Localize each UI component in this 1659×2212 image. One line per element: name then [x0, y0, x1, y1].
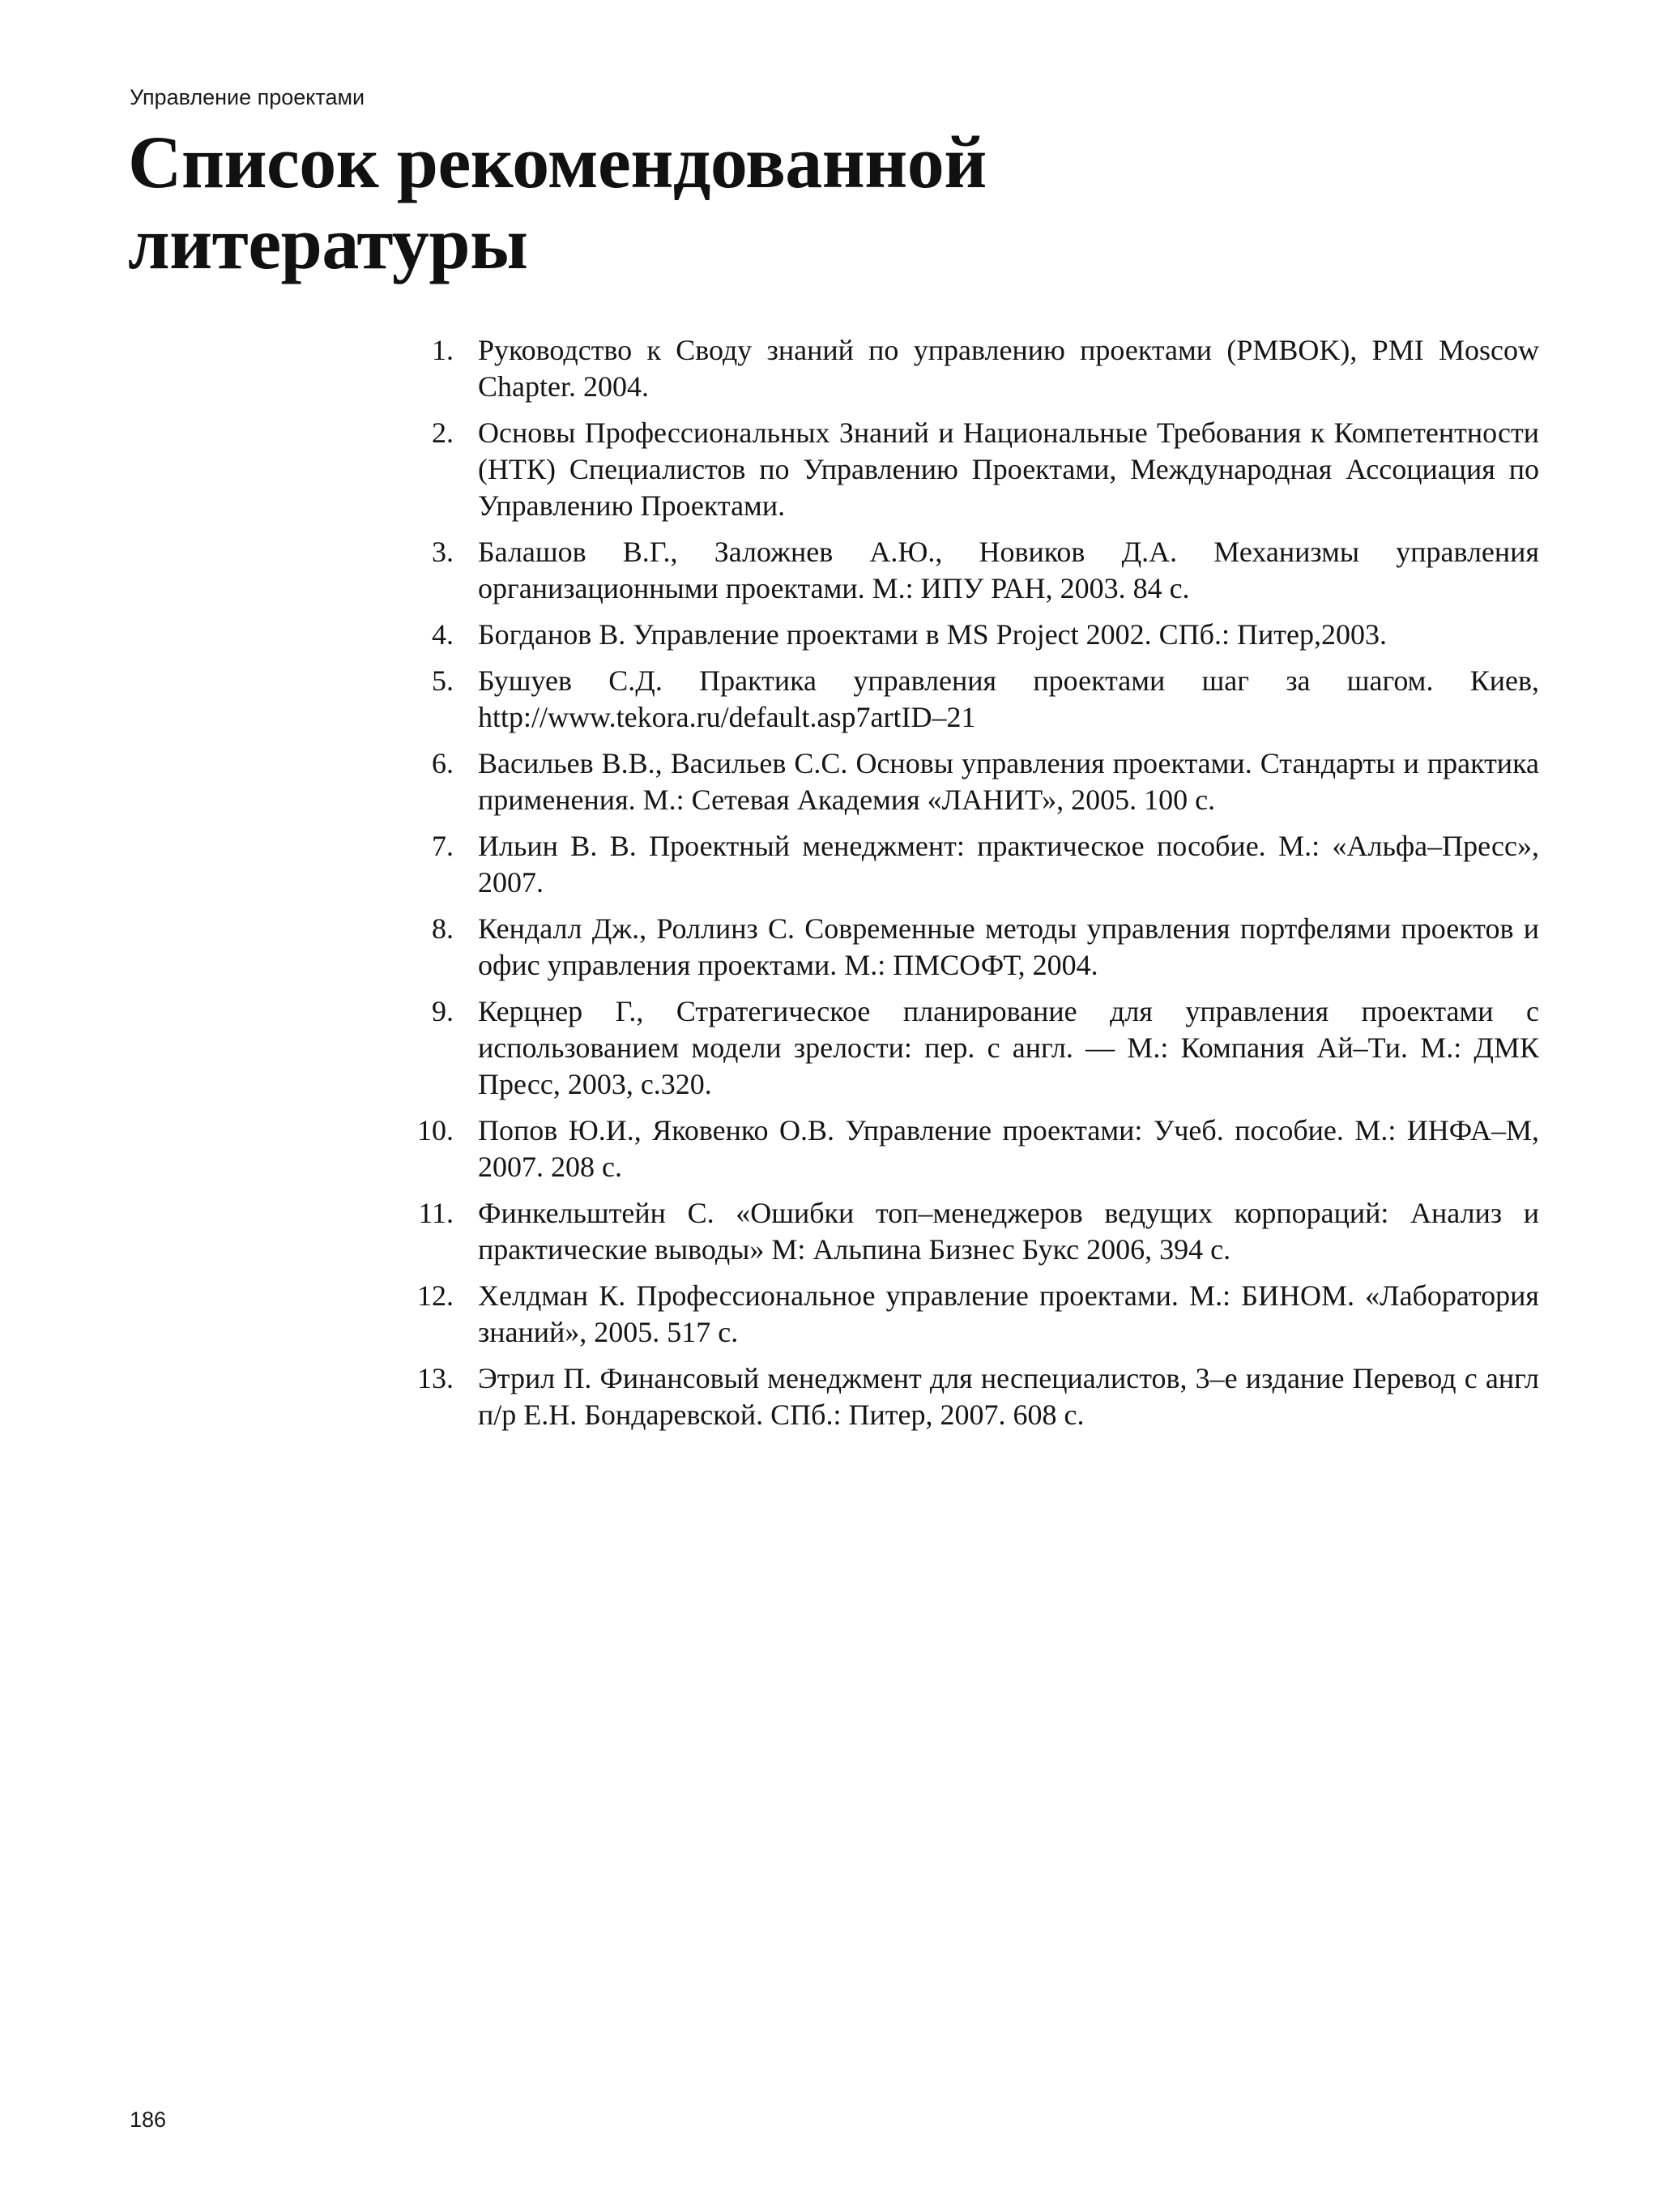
page-number: 186: [130, 2107, 167, 2132]
reference-text: Хелдман К. Профессиональное управление проектами. М.: БИНОМ. «Лаборатория знаний», 2005. 517 с.: [478, 1279, 1539, 1348]
reference-text: Ильин В. В. Проектный менеджмент: практическое пособие. М.: «Альфа–Пресс», 2007.: [478, 830, 1539, 899]
reference-number: 11.: [418, 1197, 454, 1229]
reference-item: [405, 617, 1539, 653]
reference-number: 3.: [432, 536, 454, 568]
reference-list: [405, 332, 1539, 1443]
reference-number: 1.: [432, 334, 454, 366]
reference-item: [405, 911, 1539, 984]
reference-item: [405, 1195, 1539, 1268]
reference-number: 4.: [432, 618, 454, 651]
reference-text: Руководство к Своду знаний по управлению проектами (PMBOK), PMI Moscow Chapter. 2004.: [478, 334, 1539, 403]
reference-item: [405, 534, 1539, 607]
reference-item: [405, 1278, 1539, 1351]
reference-item: [405, 332, 1539, 405]
reference-text: Финкельштейн С. «Ошибки топ–менеджеров ведущих корпораций: Анализ и практические выводы» М: Альпина Бизнес Букс 2006, 394 с.: [478, 1197, 1539, 1266]
page-title-line-2: литературы: [128, 202, 528, 284]
reference-text: Этрил П. Финансовый менеджмент для неспециалистов, 3–е издание Перевод с англ п/р Е.Н. Бондаревской. СПб.: Питер, 2007. 608 с.: [478, 1362, 1539, 1431]
reference-item: [405, 663, 1539, 736]
reference-number: 2.: [432, 416, 454, 449]
reference-text: Попов Ю.И., Яковенко О.В. Управление проектами: Учеб. пособие. М.: ИНФА–М, 2007. 208 с.: [478, 1114, 1539, 1183]
reference-text: Бушуев С.Д. Практика управления проектами шаг за шагом. Киев, http://www.tekora.ru/default.asp7artID–21: [478, 664, 1539, 733]
reference-text: Кендалл Дж., Роллинз С. Современные методы управления портфелями проектов и офис управления проектами. М.: ПМСОФТ, 2004.: [478, 912, 1539, 981]
reference-item: [405, 993, 1539, 1103]
reference-text: Балашов В.Г., Заложнев А.Ю., Новиков Д.А. Механизмы управления организационными проектами. М.: ИПУ РАН, 2003. 84 с.: [478, 536, 1539, 604]
reference-item: [405, 1360, 1539, 1433]
reference-number: 12.: [417, 1279, 454, 1312]
reference-text: Богданов В. Управление проектами в MS Project 2002. СПб.: Питер,2003.: [478, 618, 1387, 651]
reference-item: [405, 1112, 1539, 1185]
reference-number: 6.: [432, 747, 454, 779]
reference-text: Основы Профессиональных Знаний и Национальные Требования к Компетентности (НТК) Специалистов по Управлению Проектами, Международная Ассоциация по Управлению Проектами.: [478, 416, 1539, 522]
page-title: [128, 122, 1262, 284]
reference-item: [405, 745, 1539, 818]
reference-number: 9.: [432, 995, 454, 1027]
reference-item: [405, 415, 1539, 524]
reference-item: [405, 828, 1539, 901]
reference-text: Керцнер Г., Стратегическое планирование для управления проектами с использованием модели зрелости: пер. с англ. — М.: Компания Ай–Ти. М.: ДМК Пресс, 2003, с.320.: [478, 995, 1539, 1100]
reference-text: Васильев В.В., Васильев С.С. Основы управления проектами. Стандарты и практика применения. М.: Сетевая Академия «ЛАНИТ», 2005. 100 с.: [478, 747, 1539, 816]
reference-number: 7.: [432, 830, 454, 862]
reference-number: 13.: [417, 1362, 454, 1394]
running-header: Управление проектами: [130, 85, 365, 109]
reference-number: 5.: [432, 664, 454, 697]
reference-number: 8.: [432, 912, 454, 945]
reference-number: 10.: [417, 1114, 454, 1147]
page-title-line-1: Список рекомендованной: [128, 121, 987, 203]
